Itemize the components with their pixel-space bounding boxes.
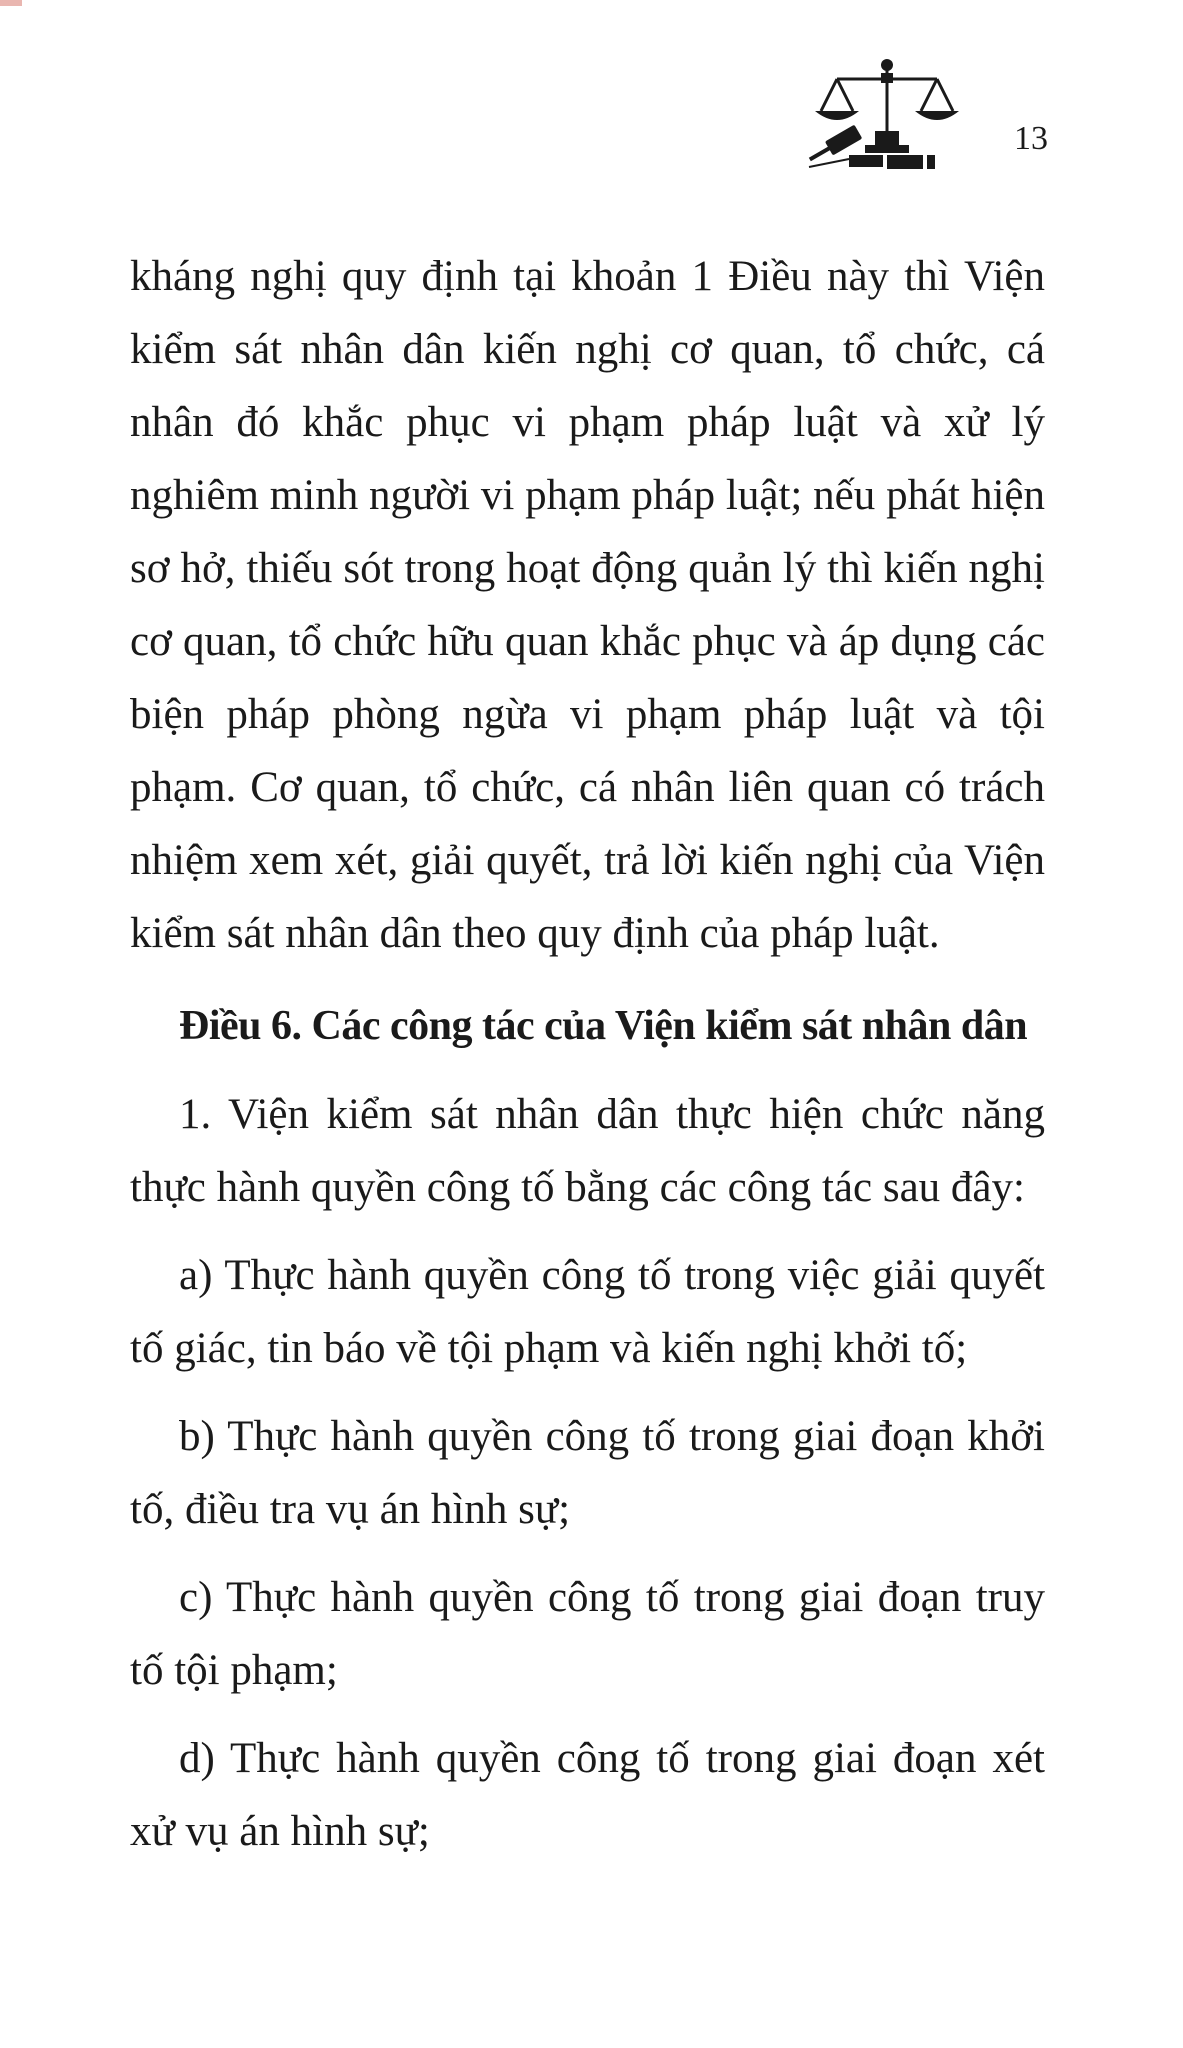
scales-of-justice-gavel-icon [803,55,971,173]
list-item-b: b) Thực hành quyền công tố trong giai đoạn khởi tố, điều tra vụ án hình sự; [130,1413,1045,1533]
article-heading: Điều 6. Các công tác của Viện kiểm sát nhân dân [179,1003,1028,1049]
list-item-a: a) Thực hành quyền công tố trong việc giải quyết tố giác, tin báo về tội phạm và kiến nghị khởi tố; [130,1252,1045,1372]
list-item-c: c) Thực hành quyền công tố trong giai đoạn truy tố tội phạm; [130,1574,1045,1694]
body-text [130,240,1045,1868]
clause-1: 1. Viện kiểm sát nhân dân thực hiện chức năng thực hành quyền công tố bằng các công tác sau đây: [130,1091,1045,1211]
scan-corner-mark [0,0,22,6]
page-number: 13 [1014,120,1048,157]
paragraph-continuation: kháng nghị quy định tại khoản 1 Điều này thì Viện kiểm sát nhân dân kiến nghị cơ quan, tổ chức, cá nhân đó khắc phục vi phạm pháp luật và xử lý nghiêm minh người vi phạm pháp luật; nếu phát hiện sơ hở, thiếu sót trong hoạt động quản lý thì kiến nghị cơ quan, tổ chức hữu quan khắc phục và áp dụng các biện pháp phòng ngừa vi phạm pháp luật và tội phạm. Cơ quan, tổ chức, cá nhân liên quan có trách nhiệm xem xét, giải quyết, trả lời kiến nghị của Viện kiểm sát nhân dân theo quy định của pháp luật. [130,253,1045,957]
list-item-d: d) Thực hành quyền công tố trong giai đoạn xét xử vụ án hình sự; [130,1735,1045,1855]
